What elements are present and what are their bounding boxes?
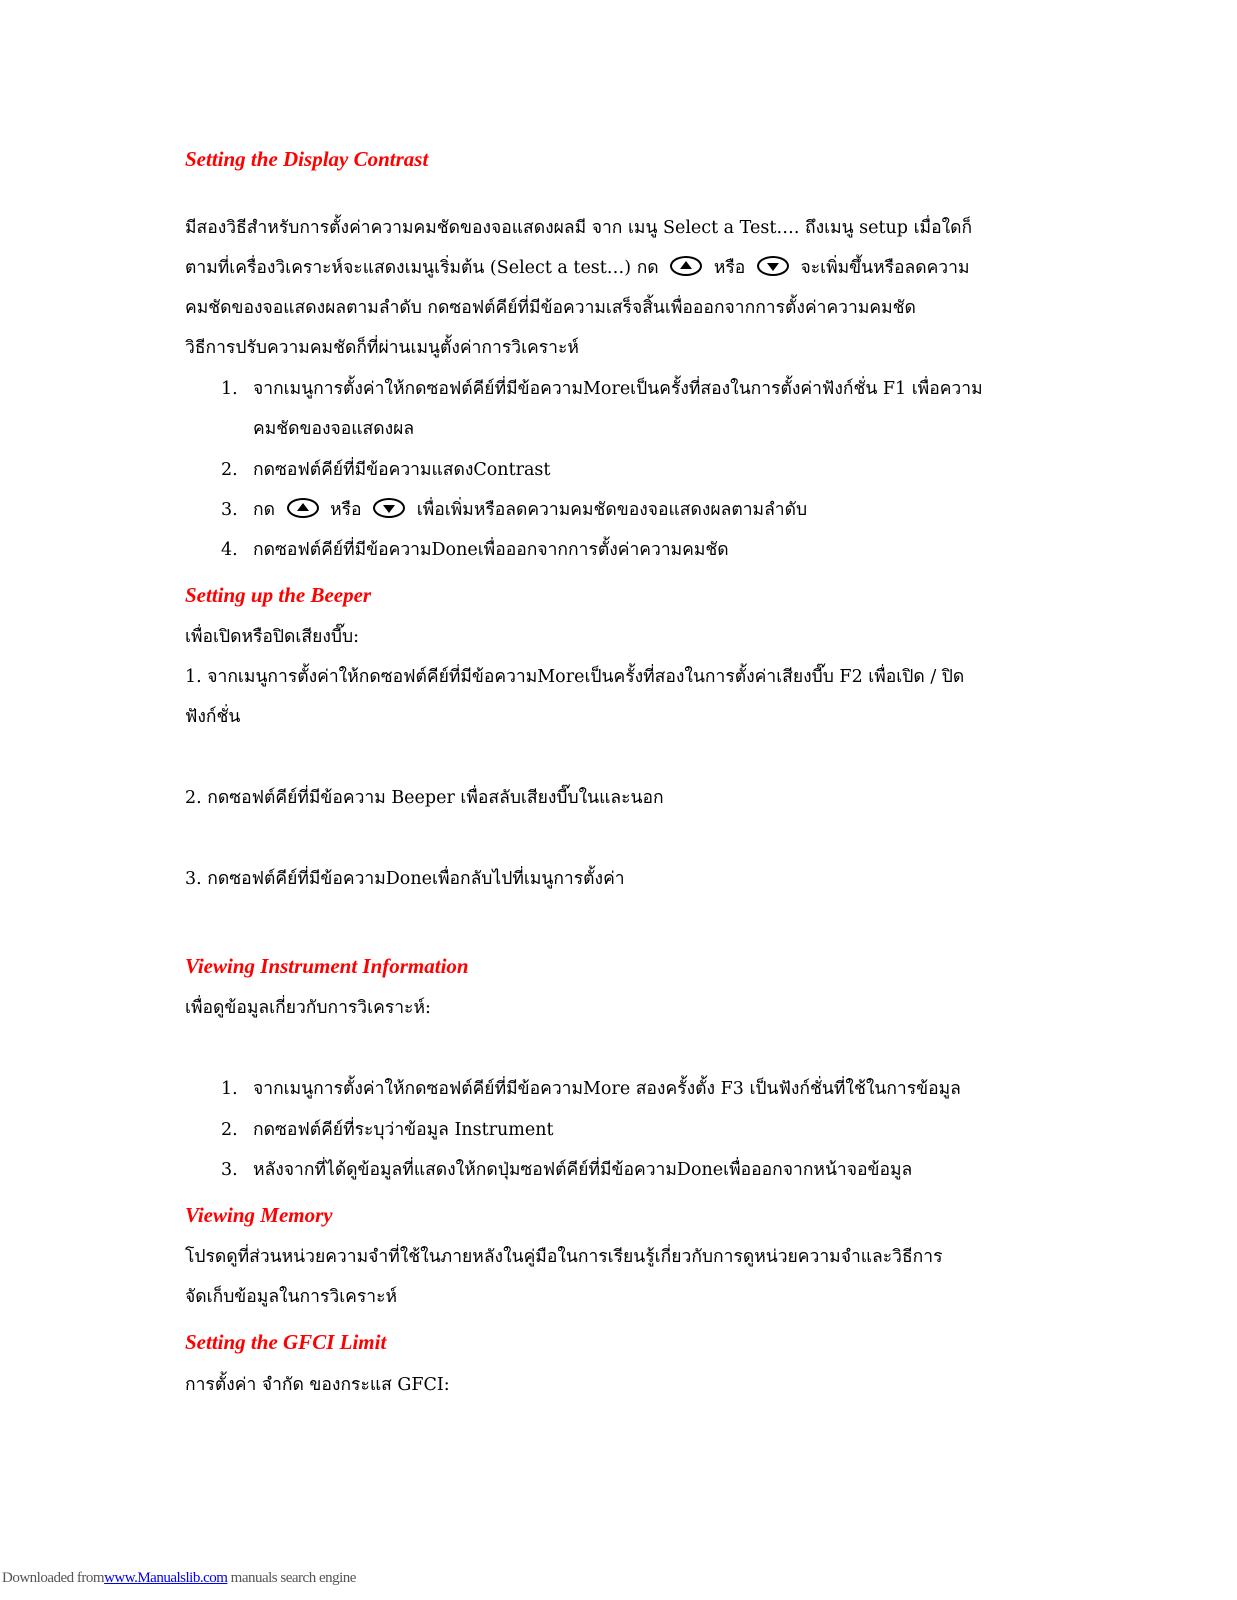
beeper-step-3: 3. กดซอฟต์คีย์ที่มีข้อความDoneเพื่อกลับไปที่เมนูการตั้งค่า xyxy=(185,869,625,889)
up-arrow-icon xyxy=(287,498,319,518)
contrast-intro-text: ตามที่เครื่องวิเคราะห์จะแสดงเมนูเริ่มต้น (Select a test…) กด xyxy=(185,258,659,278)
download-footer xyxy=(2,1570,356,1587)
instrument-step-2: กดซอฟต์คีย์ที่ระบุว่าข้อมูล Instrument xyxy=(253,1120,554,1140)
memory-heading: Viewing Memory xyxy=(185,1203,333,1227)
beeper-step-1-cont: ฟังก์ชั่น xyxy=(185,707,241,727)
manualslib-link[interactable]: www.Manualslib.com xyxy=(104,1570,228,1586)
contrast-step-4-number: 4. xyxy=(221,540,238,560)
contrast-intro-line-2 xyxy=(185,256,970,280)
down-arrow-icon xyxy=(757,256,789,276)
contrast-step-3 xyxy=(253,498,807,522)
gfci-heading: Setting the GFCI Limit xyxy=(185,1330,387,1354)
contrast-intro-line-3: คมชัดของจอแสดงผลตามลำดับ กดซอฟต์คีย์ที่มีข้อความเสร็จสิ้นเพื่อออกจากการตั้งค่าความคมชัด xyxy=(185,298,916,318)
contrast-intro-line-1: มีสองวิธีสำหรับการตั้งค่าความคมชัดของจอแสดงผลมี จาก เมนู Select a Test…. ถึงเมนู setup เมื่อใดก็ xyxy=(185,218,973,238)
memory-line-1: โปรดดูที่ส่วนหน่วยความจำที่ใช้ในภายหลังในคู่มือในการเรียนรู้เกี่ยวกับการดูหน่วยความจำและวิธีการ xyxy=(185,1247,943,1267)
instrument-step-3: หลังจากที่ได้ดูข้อมูลที่แสดงให้กดปุ่มซอฟต์คีย์ที่มีข้อความDoneเพื่อออกจากหน้าจอข้อมูล xyxy=(253,1160,913,1180)
instrument-step-1-number: 1. xyxy=(221,1079,238,1099)
contrast-step-4: กดซอฟต์คีย์ที่มีข้อความDoneเพื่อออกจากการตั้งค่าความคมชัด xyxy=(253,540,729,560)
contrast-step-2-number: 2. xyxy=(221,460,238,480)
beeper-step-2: 2. กดซอฟต์คีย์ที่มีข้อความ Beeper เพื่อสลับเสียงบี๊บในและนอก xyxy=(185,788,664,808)
beeper-step-1: 1. จากเมนูการตั้งค่าให้กดซอฟต์คีย์ที่มีข้อความMoreเป็นครั้งที่สองในการตั้งค่าเสียงบี๊บ F2 เพื่อเปิด / ปิด xyxy=(185,667,965,687)
gfci-intro: การตั้งค่า จำกัด ของกระแส GFCI: xyxy=(185,1375,450,1395)
contrast-step-2: กดซอฟต์คีย์ที่มีข้อความแสดงContrast xyxy=(253,460,551,480)
down-arrow-icon xyxy=(373,498,405,518)
memory-line-2: จัดเก็บข้อมูลในการวิเคราะห์ xyxy=(185,1287,398,1307)
or-text: หรือ xyxy=(713,258,746,278)
instrument-step-1: จากเมนูการตั้งค่าให้กดซอฟต์คีย์ที่มีข้อความMore สองครั้งตั้ง F3 เป็นฟังก์ชั่นที่ใช้ในการข้อมูล xyxy=(253,1079,961,1099)
contrast-intro-line-4: วิธีการปรับความคมชัดก็ที่ผ่านเมนูตั้งค่าการวิเคราะห์ xyxy=(185,338,579,358)
up-arrow-icon xyxy=(670,256,702,276)
contrast-intro-text-end: จะเพิ่มขึ้นหรือลดความ xyxy=(800,258,970,278)
press-text: กด xyxy=(253,500,275,520)
contrast-step-1-number: 1. xyxy=(221,379,238,399)
instrument-heading: Viewing Instrument Information xyxy=(185,954,469,978)
contrast-step-3-number: 3. xyxy=(221,500,238,520)
beeper-heading: Setting up the Beeper xyxy=(185,583,372,607)
instrument-intro: เพื่อดูข้อมูลเกี่ยวกับการวิเคราะห์: xyxy=(185,998,431,1018)
instrument-step-2-number: 2. xyxy=(221,1120,238,1140)
instrument-step-3-number: 3. xyxy=(221,1160,238,1180)
contrast-step-1: จากเมนูการตั้งค่าให้กดซอฟต์คีย์ที่มีข้อความMoreเป็นครั้งที่สองในการตั้งค่าฟังก์ชั่น F1 เพื่อความ xyxy=(253,379,983,399)
footer-suffix: manuals search engine xyxy=(230,1570,356,1586)
contrast-heading: Setting the Display Contrast xyxy=(185,147,429,171)
contrast-step-3-text: เพื่อเพิ่มหรือลดความคมชัดของจอแสดงผลตามลำดับ xyxy=(416,500,808,520)
beeper-intro: เพื่อเปิดหรือปิดเสียงบี๊บ: xyxy=(185,627,359,647)
contrast-step-1-cont: คมชัดของจอแสดงผล xyxy=(253,419,415,439)
footer-prefix: Downloaded from xyxy=(2,1570,105,1586)
or-text: หรือ xyxy=(330,500,362,520)
